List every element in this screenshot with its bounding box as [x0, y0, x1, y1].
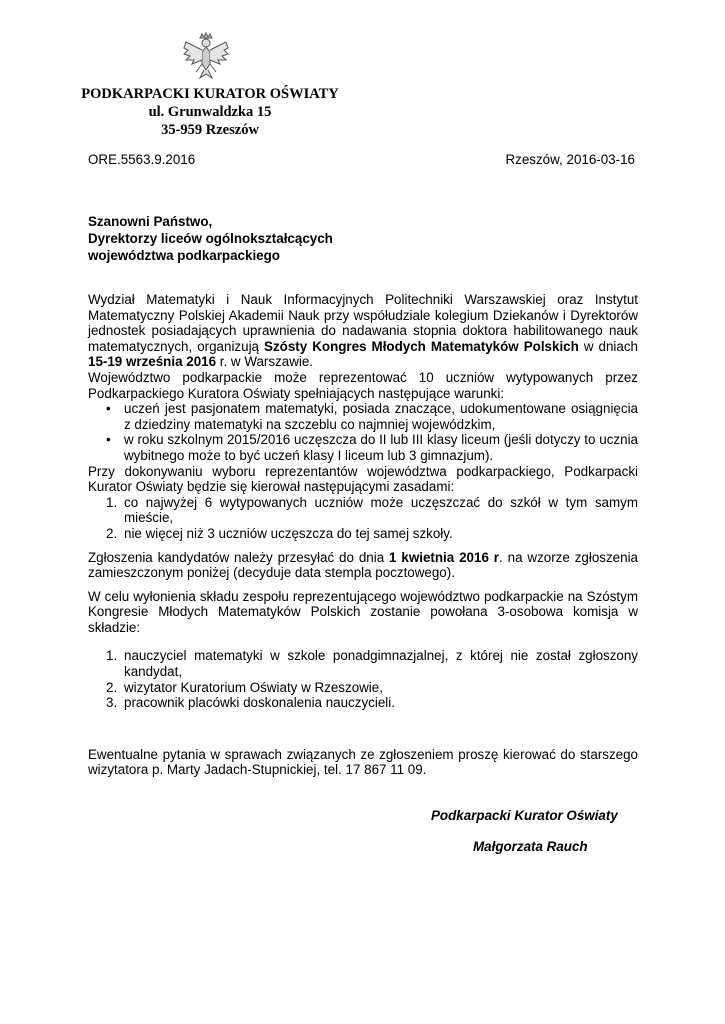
paragraph-committee: W celu wyłonienia składu zespołu reprezentującego województwo podkarpackie na Szóstym Kongresie Młodych Matematyków Polskich zostanie powołana 3-osobowa komisja w składzie: — [88, 588, 638, 635]
signature-name: Małgorzata Rauch — [473, 839, 588, 854]
list-item: • uczeń jest pasjonatem matematyki, posiada znaczące, udokumentowane osiągnięcia z dziedziny matematyki na szczeblu co najmniej wojewódzkim, — [88, 401, 638, 432]
intro-text: Wydział Matematyki i Nauk Informacyjnych Politechniki Warszawskiej oraz Instytut Matematyczny Polskiej Akademii Nauk przy współudziale kolegium Dziekanów i Dyrektorów jednostek posiadających uprawnienia do nadawania stopnia doktora habilitowanego nauk matematycznych, organizują — [88, 292, 638, 354]
org-street: ul. Grunwaldzka 15 — [148, 104, 272, 120]
paragraph-rules: Przy dokonywaniu wyboru reprezentantów województwa podkarpackiego, Podkarpacki Kurator Oświaty będzie się kierował następującymi zasadami: — [88, 463, 638, 495]
paragraph-quota: Województwo podkarpackie może reprezentować 10 uczniów wytypowanych przez Podkarpackiego Kuratora Oświaty spełniających następujące warunki: — [88, 369, 638, 401]
event-name: Szósty Kongres Młodych Matematyków Polskich — [264, 338, 579, 354]
committee-list — [88, 648, 638, 710]
list-item — [88, 495, 638, 526]
list-number: 1. — [106, 494, 118, 510]
list-item: • w roku szkolnym 2015/2016 uczęszcza do II lub III klasy liceum (jeśli dotyczy to ucznia wybitnego może to być uczeń klasy I liceum lub 3 gimnazjum). — [88, 432, 638, 463]
deadline-text: . na wzorze zgłoszenia zamieszczonym poniżej (decyduje data stempla pocztowego). — [88, 549, 638, 581]
list-number: 3. — [106, 695, 118, 711]
org-name: PODKARPACKI KURATOR OŚWIATY — [81, 86, 339, 102]
deadline-text: Zgłoszenia kandydatów należy przesyłać do dnia — [88, 549, 390, 565]
list-text: wizytator Kuratorium Oświaty w Rzeszowie, — [124, 679, 383, 695]
paragraph-deadline — [88, 550, 638, 581]
list-item — [88, 695, 638, 711]
list-number: 1. — [106, 648, 118, 664]
list-item — [88, 648, 638, 679]
signature-title: Podkarpacki Kurator Oświaty — [431, 808, 618, 823]
intro-text: w dniach — [578, 338, 638, 354]
event-dates: 15-19 września 2016 — [88, 354, 217, 370]
paragraph-intro — [88, 292, 638, 370]
polish-eagle-emblem-icon — [180, 32, 232, 84]
list-text: co najwyżej 6 wytypowanych uczniów może uczęszczać do szkół w tym samym mieście, — [124, 494, 638, 526]
addressee-line: województwa podkarpackiego — [88, 248, 280, 263]
addressee-line: Dyrektorzy liceów ogólnokształcących — [88, 231, 333, 246]
list-text: pracownik placówki doskonalenia nauczycieli. — [124, 695, 395, 711]
list-item — [88, 680, 638, 696]
list-number: 2. — [106, 525, 118, 541]
conditions-list — [88, 401, 638, 463]
addressee — [88, 213, 333, 264]
paragraph-contact: Ewentualne pytania w sprawach związanych ze zgłoszeniem proszę kierować do starszego wizytatora p. Marty Jadach-Stupnickiej, tel. 17 867 11 09. — [88, 746, 638, 778]
deadline-date: 1 kwietnia 2016 r — [389, 549, 500, 565]
list-number: 2. — [106, 679, 118, 695]
list-text: nauczyciel matematyki w szkole ponadgimnazjalnej, z której nie został zgłoszony kandydat, — [124, 648, 638, 680]
place-date: Rzeszów, 2016-03-16 — [505, 152, 635, 167]
list-text: nie więcej niż 3 uczniów uczęszcza do tej samej szkoły. — [124, 525, 453, 541]
intro-text: r. w Warszawie. — [216, 354, 314, 370]
list-item — [88, 526, 638, 542]
addressee-line: Szanowni Państwo, — [88, 214, 213, 229]
letter-body — [88, 292, 638, 778]
rules-list — [88, 495, 638, 542]
reference-number: ORE.5563.9.2016 — [88, 152, 196, 167]
org-postcode-city: 35-959 Rzeszów — [161, 122, 259, 138]
